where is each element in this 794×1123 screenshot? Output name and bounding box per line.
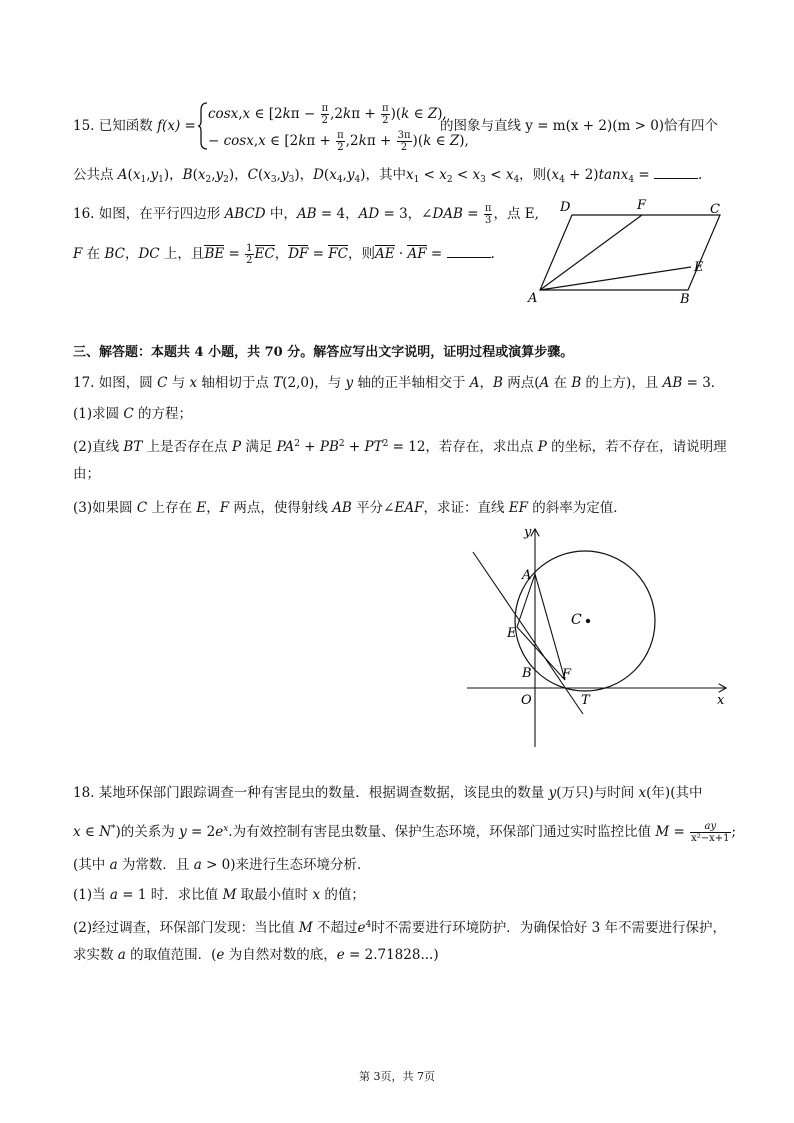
q16-label-D: D [560,200,571,215]
q15-fx: f(x) = [157,118,196,134]
q15-line2: 公共点 $A(x_1,y_1)$，$B(x_2,y_2)$，$C(x_3,y_3)$，$D(x_4,y_4)$，其中$x_1 < x_2 < x_3 < x_4$，则$(x_4 + 2)\tan x_4$ = . [73,167,703,185]
q15-line1: 15. 已知函数 f(x) = [73,118,196,134]
q15-suffix: 的图象与直线 y = m(x + 2)(m > 0)恰有四个 [440,118,719,134]
q17-label-T: T [581,693,590,708]
q17-part2-cont: 由； [73,466,100,482]
q16-parallelogram-figure [520,195,730,310]
q17-circle-figure [455,522,740,752]
q18-line3: (其中 a 为常数．且 a > 0)来进行生态环境分析． [73,857,371,873]
q16-line1: 16. 如图，在平行四边形 ABCD 中，AB = 4，AD = 3，∠DAB = $\frac{\pi}{3}$ ，点 E, [73,203,539,226]
q17-label-F: F [562,667,572,682]
q18-part2: (2)经过调查，环保部门发现：当比值 M 不超过$e^4$时不需要进行环境防护．为确保恰好 3 年不需要进行保护， [73,920,726,936]
q17-label-A: A [522,568,532,583]
q17-label-y: y [524,525,532,540]
q17-line1: 17. 如图，圆 C 与 x 轴相切于点 T(2,0)，与 y 轴的正半轴相交于 A，B 两点(A 在 B 的上方)，且 AB = 3． [73,375,725,391]
q17-label-O: O [521,693,532,708]
q15-answer-blank [654,167,698,179]
q16-line2: F 在 BC，DC 上，且BE = $\frac{1}{2}$ EC，DF = FC，则AE · AF = . [73,243,495,266]
q18-part2-cont: 求实数 a 的取值范围．(e 为自然对数的底，e = 2.71828...) [73,947,439,963]
q17-part2: (2)直线 BT 上是否存在点 P 满足 $PA^2 + PB^2 + PT^2 = 12$，若存在，求出点 P 的坐标，若不存在，请说明理 [73,439,727,455]
q18-line2: x ∈ N*)的关系为 $y = 2e^x$.为有效控制有害昆虫数量、保护生态环境，环保部门通过实时监控比值 M = $\frac{ay}{\text{x²−x+1}}$ ; [73,821,737,844]
q17-label-E: E [507,626,517,641]
q16-label-A: A [528,291,538,306]
q15-case1: cosx,x ∈ [2kπ − $\frac{\pi}{2}$ ,2kπ + $\frac{\pi}{2}$ )(k ∈ Z), [208,103,447,126]
section-3-heading: 三、解答题：本题共 4 小题，共 70 分。解答应写出文字说明，证明过程或演算步骤。 [73,345,574,360]
q16-label-B: B [680,292,690,307]
q17-label-C: C [571,612,582,628]
q16-label-C: C [710,202,720,217]
page-footer: 第 3页，共 7页 [359,1070,435,1083]
q17-label-B: B [522,666,532,681]
q16-answer-blank [447,246,491,258]
q17-label-x: x [717,693,725,708]
q17-part1: (1)求圆 C 的方程； [73,406,193,422]
q17-part3: (3)如果圆 C 上存在 E，F 两点，使得射线 AB 平分∠EAF，求证：直线 EF 的斜率为定值． [73,500,627,516]
q16-label-E: E [694,260,704,275]
q16-label-F: F [637,198,647,213]
q18-line1: 18. 某地环保部门跟踪调查一种有害昆虫的数量．根据调查数据，该昆虫的数量 y(万只)与时间 x(年)(其中 [73,785,703,801]
q18-part1: (1)当 a = 1 时．求比值 M 取最小值时 x 的值； [73,887,365,903]
q15-case2: − cosx,x ∈ [2kπ + $\frac{\pi}{2}$ ,2kπ + $\frac{3\pi}{2}$ )(k ∈ Z), [208,130,469,153]
